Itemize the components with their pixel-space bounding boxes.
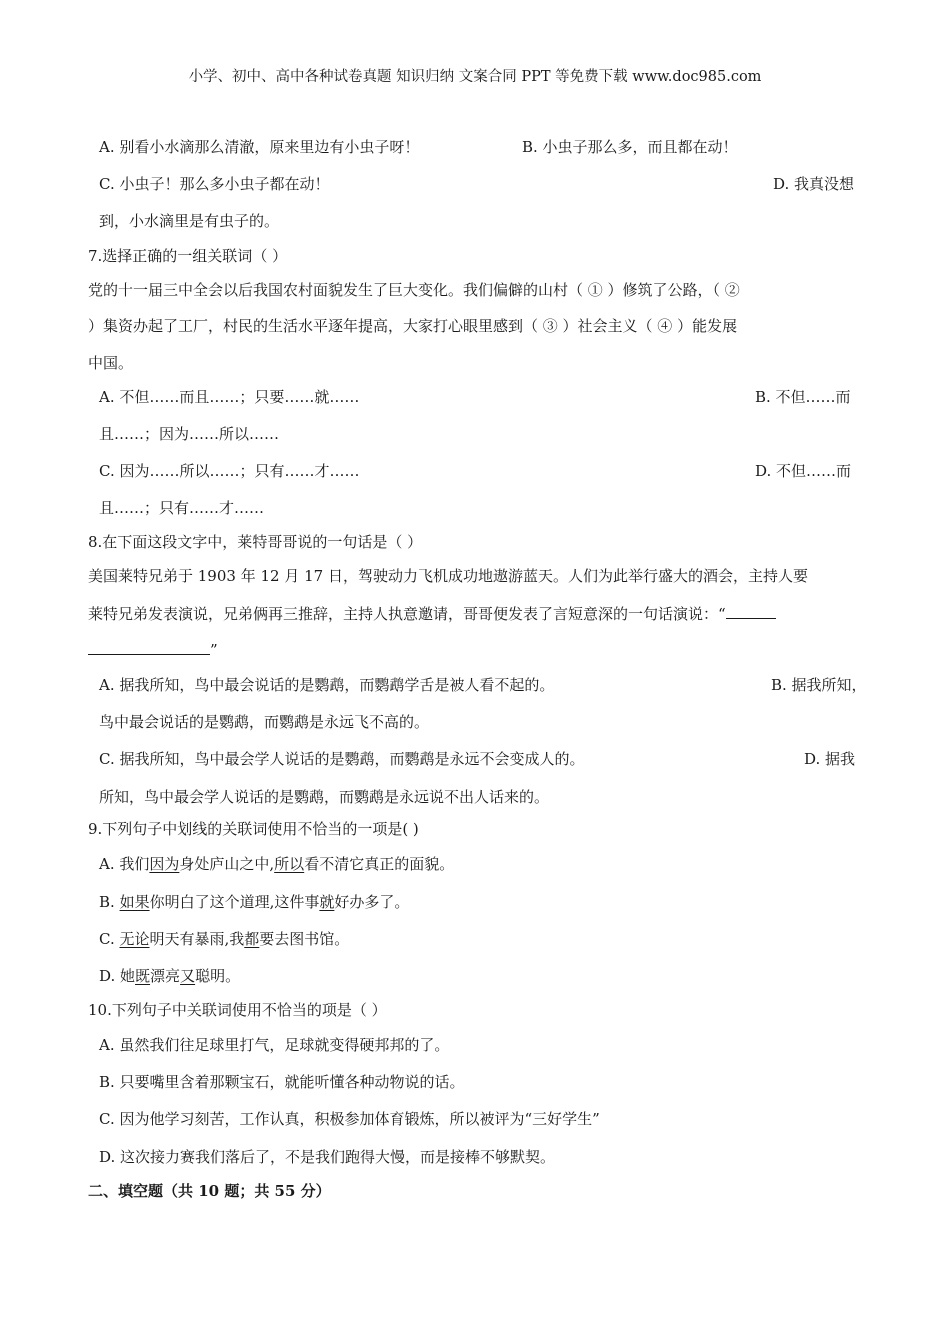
text: 身处庐山之中, — [179, 855, 275, 873]
text: 要去图书馆。 — [259, 930, 350, 948]
q10-option-d: D. 这次接力赛我们落后了，不是我们跑得大慢，而是接棒不够默契。 — [99, 1148, 556, 1166]
q7-option-b: B. 不但……而 — [755, 388, 851, 406]
answer-blank — [88, 640, 210, 655]
underlined-conjunction: 就 — [319, 893, 335, 911]
underlined-conjunction: 都 — [244, 930, 260, 948]
q7-option-d-cont: 且……；只有……才…… — [99, 499, 265, 517]
q8-option-a: A. 据我所知，鸟中最会说话的是鹦鹉，而鹦鹉学舌是被人看不起的。 — [99, 676, 555, 694]
text: 聪明。 — [195, 967, 241, 985]
q7-passage-line: 中国。 — [88, 354, 134, 372]
text: 明天有暴雨,我 — [149, 930, 245, 948]
underlined-conjunction: 因为 — [149, 855, 180, 873]
q8-passage-line — [88, 603, 776, 625]
q9-stem: 9.下列句子中划线的关联词使用不恰当的一项是( ) — [88, 820, 419, 838]
underlined-conjunction: 所以 — [274, 855, 305, 873]
q8-option-b-cont: 鸟中最会说话的是鹦鹉，而鹦鹉是永远飞不高的。 — [99, 713, 430, 731]
text: B. — [99, 893, 120, 911]
q8-option-d-cont: 所知，鸟中最会学人说话的是鹦鹉，而鹦鹉是永远说不出人话来的。 — [99, 788, 550, 806]
q10-option-b: B. 只要嘴里含着那颗宝石，就能听懂各种动物说的话。 — [99, 1073, 465, 1091]
q7-passage-line: ）集资办起了工厂，村民的生活水平逐年提高，大家打心眼里感到（ ③ ）社会主义（ ④ ）能发展 — [88, 317, 738, 335]
q8-closing-quote: ” — [210, 641, 218, 659]
text: 你明白了这个道理,这件事 — [149, 893, 320, 911]
q6-option-b: B. 小虫子那么多，而且都在动！ — [522, 138, 738, 156]
q7-stem: 7.选择正确的一组关联词（ ） — [88, 247, 288, 265]
text: 好办多了。 — [334, 893, 410, 911]
q10-option-c: C. 因为他学习刻苦，工作认真，积极参加体育锻炼，所以被评为“三好学生” — [99, 1110, 600, 1128]
q7-option-b-cont: 且……；因为……所以…… — [99, 425, 280, 443]
underlined-conjunction: 又 — [180, 967, 196, 985]
q7-option-c: C. 因为……所以……；只有……才…… — [99, 462, 360, 480]
underlined-conjunction: 无论 — [119, 930, 150, 948]
q8-stem: 8.在下面这段文字中，莱特哥哥说的一句话是（ ） — [88, 533, 423, 551]
q9-option-d — [99, 965, 240, 987]
q8-passage-text: 莱特兄弟发表演说，兄弟俩再三推辞，主持人执意邀请，哥哥便发表了言短意深的一句话演说：“ — [88, 605, 726, 623]
section-heading: 二、填空题（共 10 题；共 55 分） — [88, 1182, 331, 1200]
q9-option-c — [99, 928, 349, 950]
q7-option-a: A. 不但……而且……；只要……就…… — [99, 388, 360, 406]
q8-option-d: D. 据我 — [804, 750, 856, 768]
q8-passage-line: 美国莱特兄弟于 1903 年 12 月 17 日，驾驶动力飞机成功地遨游蓝天。人们为此举行盛大的酒会，主持人要 — [88, 567, 808, 585]
text: A. 我们 — [99, 855, 150, 873]
underlined-conjunction: 既 — [135, 967, 151, 985]
q8-option-c: C. 据我所知，鸟中最会学人说话的是鹦鹉，而鹦鹉是永远不会变成人的。 — [99, 750, 585, 768]
underlined-conjunction: 如果 — [119, 893, 150, 911]
q7-option-d: D. 不但……而 — [755, 462, 852, 480]
q9-option-a — [99, 853, 454, 875]
q6-option-c: C. 小虫子！那么多小虫子都在动！ — [99, 175, 330, 193]
page-header: 小学、初中、高中各种试卷真题 知识归纳 文案合同 PPT 等免费下载 www.doc985.com — [188, 69, 762, 85]
q9-option-b — [99, 891, 409, 913]
q6-option-a: A. 别看小水滴那么清澈，原来里边有小虫子呀！ — [99, 138, 420, 156]
q6-option-d: D. 我真没想 — [773, 175, 855, 193]
q8-passage-line — [88, 639, 218, 661]
text: D. 她 — [99, 967, 136, 985]
q10-option-a: A. 虽然我们往足球里打气，足球就变得硬邦邦的了。 — [99, 1036, 450, 1054]
text: 漂亮 — [150, 967, 181, 985]
text: C. — [99, 930, 120, 948]
q10-stem: 10.下列句子中关联词使用不恰当的项是（ ） — [88, 1001, 387, 1019]
text: 看不清它真正的面貌。 — [304, 855, 455, 873]
q7-passage-line: 党的十一届三中全会以后我国农村面貌发生了巨大变化。我们偏僻的山村（ ① ）修筑了公路，（ ② — [88, 281, 740, 299]
answer-blank — [726, 604, 776, 619]
q6-option-d-cont: 到，小水滴里是有虫子的。 — [99, 212, 280, 230]
q8-option-b: B. 据我所知， — [771, 676, 867, 694]
